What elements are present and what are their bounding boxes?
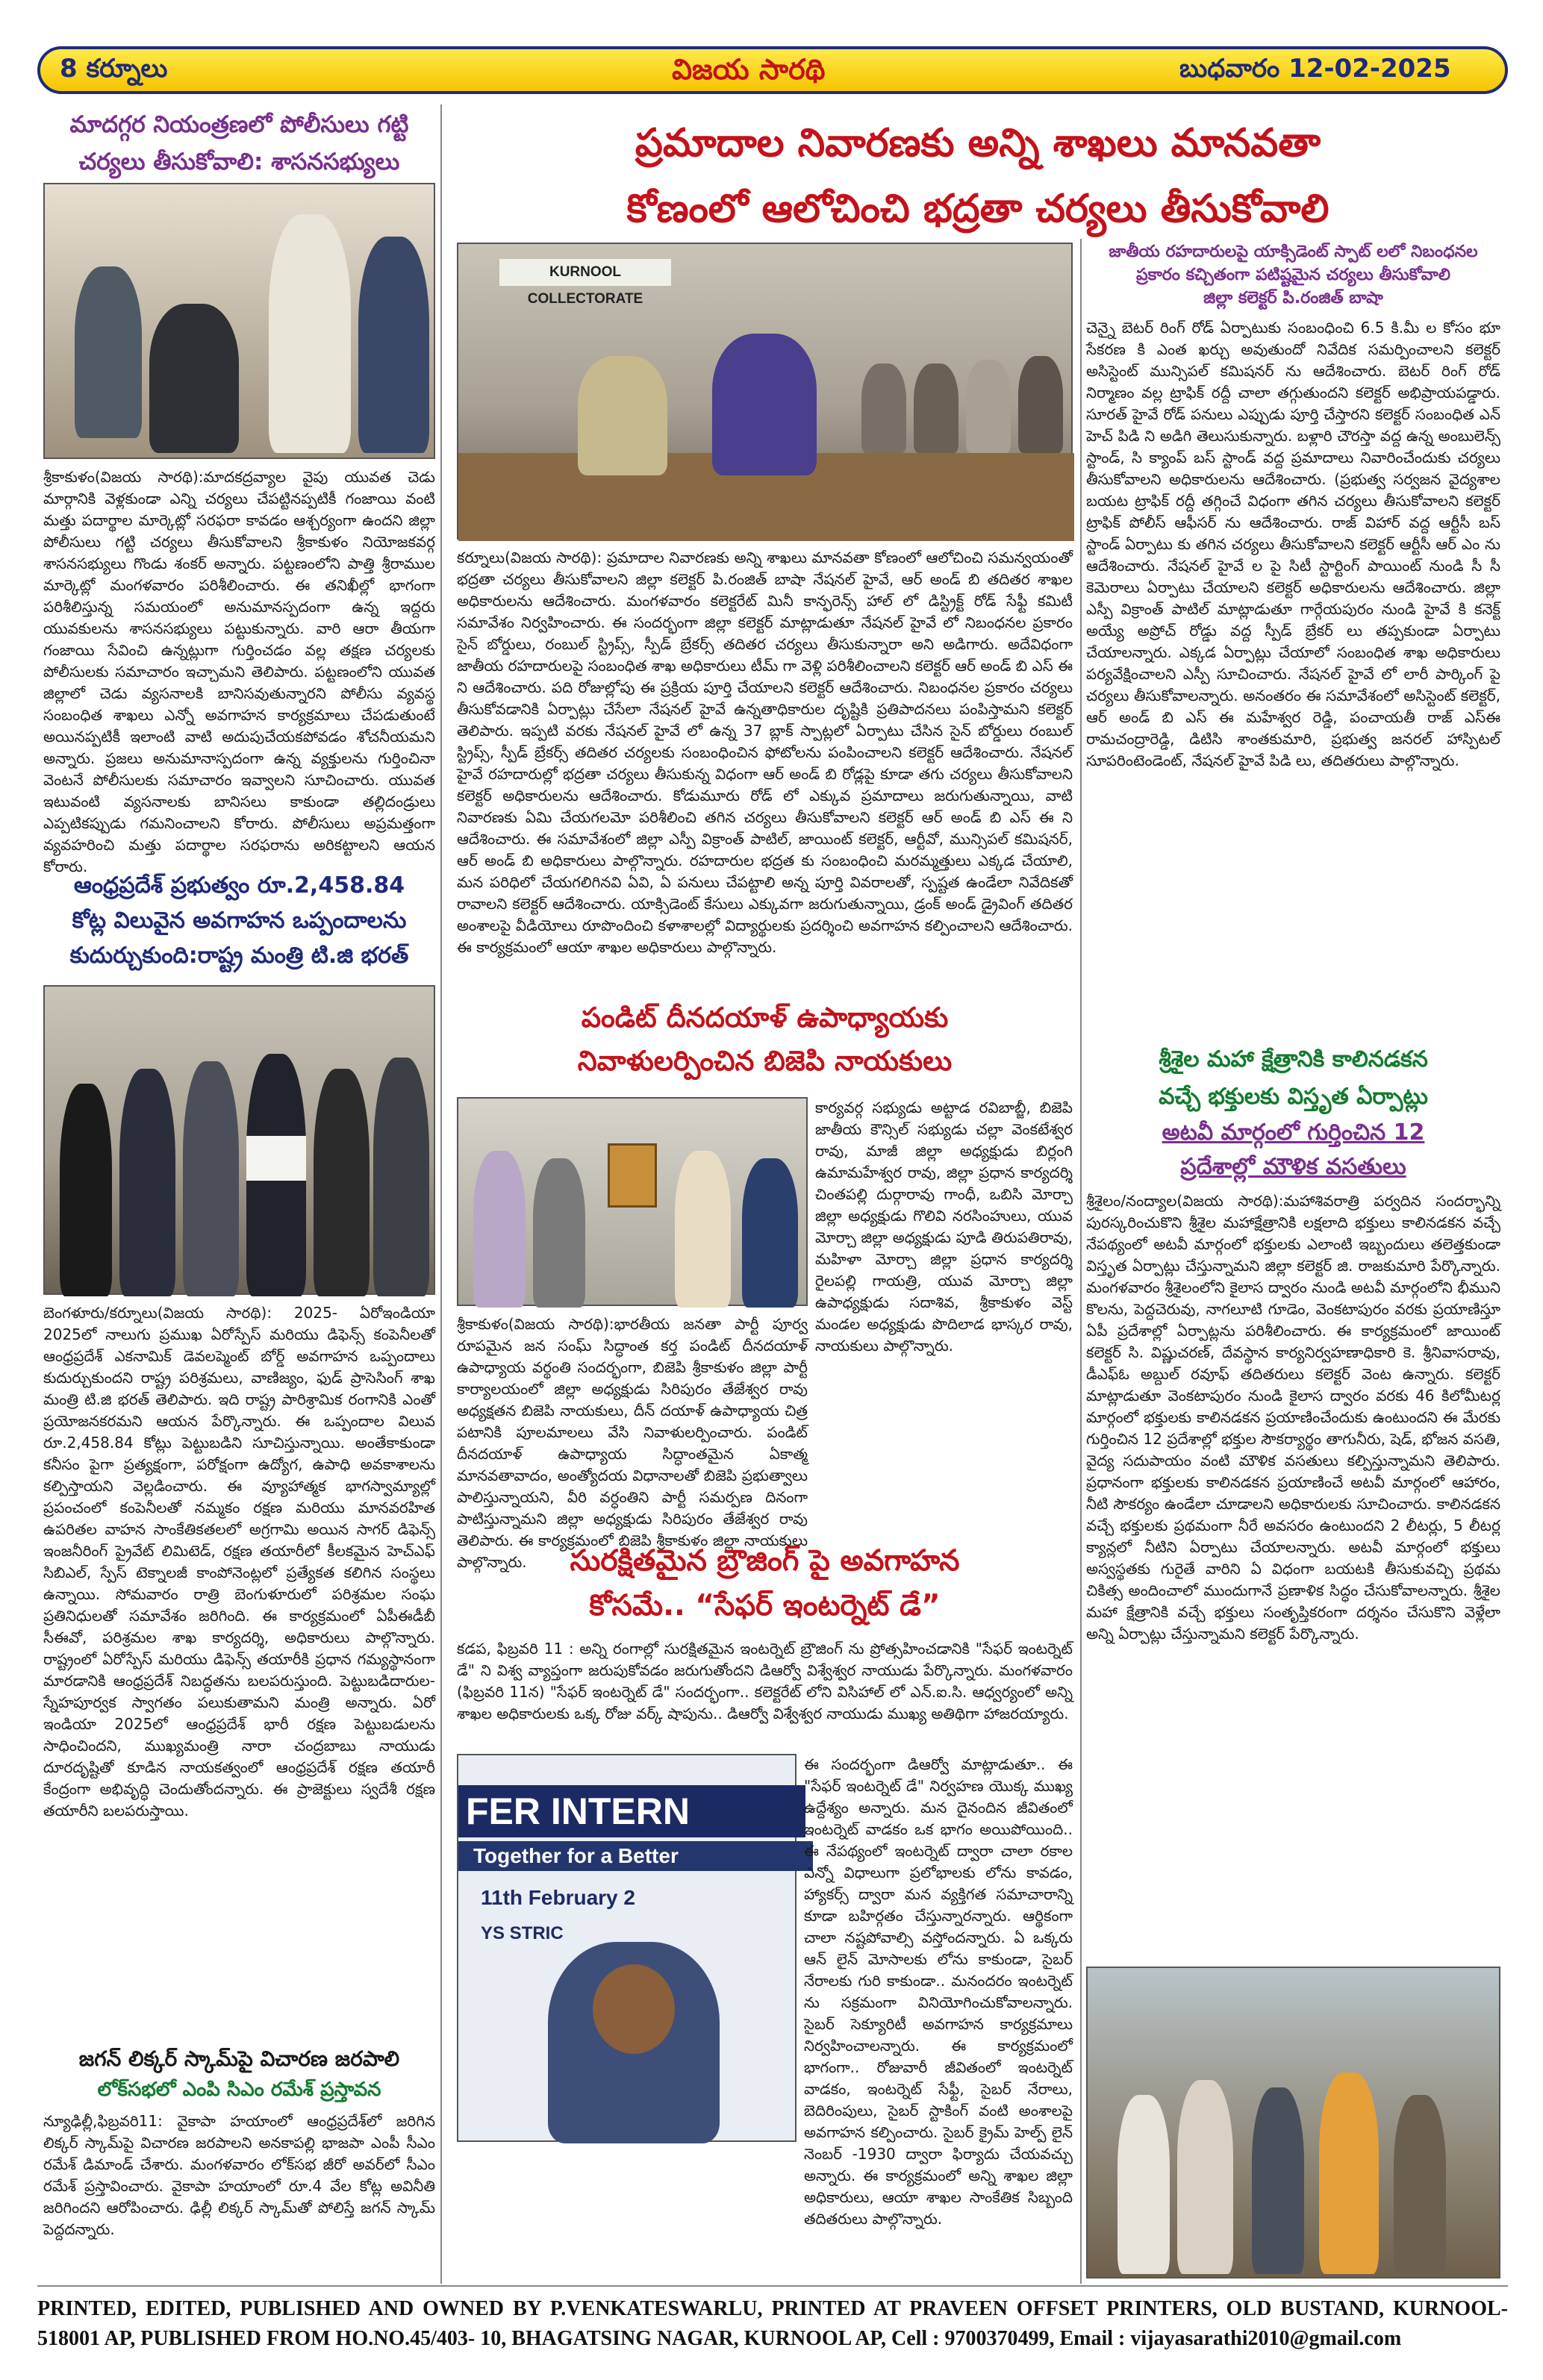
story2-headline xyxy=(43,868,435,973)
story1-headline-line2: చర్యలు తీసుకోవాలి: శాసనసభ్యులు xyxy=(78,149,400,175)
story2-headline-line3: కుదుర్చుకుంది:రాష్ట్ర మంత్రి టి.జి భరత్ xyxy=(69,943,409,969)
srisailam-headline-line2: వచ్చే భక్తులకు విస్తృత ఏర్పాట్లు xyxy=(1159,1084,1428,1110)
column-rule-left xyxy=(440,104,442,2284)
story2-body: బెంగళూరు/కర్నూలు(విజయ సారథి): 2025- ఏరోఇండియా 2025లో నాలుగు ప్రముఖ ఏరోస్పేస్ మరియు డిఫెన్స్ కంపెనీలతో ఆంధ్రప్రదేశ్ ఎకనామిక్ డెవలప్మెంట్ బోర్డ్ అవగాహన ఒప్పందాలు కుదుర్చుకుందని రాష్ట్ర పరిశ్రమలు, వాణిజ్యం, ఫుడ్ ప్రాసెసింగ్ శాఖ మంత్రి టి.జి భరత్ తెలిపారు. ఇది రాష్ట్ర పారిశ్రామిక రంగానికి ఎంతో ప్రయోజనకరమని ఆయన పేర్కొన్నారు. ఈ ఒప్పందాల విలువ రూ.2,458.84 కోట్లు పెట్టుబడిని సూచిస్తున్నాయి. అంతేకాకుండా కనీసం పైగా ప్రత్యక్షంగా, పరోక్షంగా ఉద్యోగ, ఉపాధి అవకాశాలను కల్పిస్తాయని వెల్లడించారు. ఈ వ్యూహాత్మక భాగస్వామ్యాల్లో ప్రపంచంలో కంపెనీలతో నమ్మకం రక్షణ మరియు మానవరహిత ఉపరితల వాహన సాంకేతికతలలో అగ్రగామి అయిన సాగర్ డిఫెన్స్ ఇంజనీరింగ్ ప్రైవేట్ లిమిటెడ్, రక్షణ తయారీలో కీలకమైన హెచ్ఎఫ్ సిబిఎల్, స్పేస్ టెక్నాలజీ కాంపోనెంట్లలో ప్రత్యేకత కలిగిన సంస్థలు ఉన్నాయి. సోమవారం రాత్రి బెంగుళూరులో పరిశ్రమల సంఘ ప్రతినిధులతో సమావేశం జరిగింది. ఈ కార్యక్రమంలో ఏపీఈడీబీ సీఈవో, పరిశ్రమల శాఖ కార్యదర్శి, అధికారులు పాల్గొన్నారు. రాష్ట్రంలో ఏరోస్పేస్ మరియు డిఫెన్స్ తయారీకి ప్రధాన గమ్యస్థానంగా మారడానికి ఆంధ్రప్రదేశ్ నిబద్ధతను బలపరుస్తుంది. పెట్టుబడిదారుల-స్నేహపూర్వక స్వాగతం పలుకుతామని మంత్రి అన్నారు. ఏరో ఇండియా 2025లో ఆంధ్రప్రదేశ్ భారీ రక్షణ పెట్టుబడులను సాధించిందని, ముఖ్యమంత్రి నారా చంద్రబాబు నాయుడు దూరదృష్టితో కూడిన నాయకత్వంలో ఆంధ్రప్రదేశ్ రక్షణ తయారీ కేంద్రంగా అభివృద్ధి చెందుతోందన్నారు. ఈ ప్రాజెక్టులు స్వదేశీ రక్షణ తయారీని బలపరుస్తాయి. xyxy=(43,1304,435,1820)
photo-person xyxy=(914,363,958,453)
photo-person xyxy=(861,363,906,453)
portrait-frame xyxy=(608,1143,657,1208)
highway-subhead-line3: జిల్లా కలెక్టర్ పి.రంజిత్ బాషా xyxy=(1203,289,1383,307)
imprint-footer: PRINTED, EDITED, PUBLISHED AND OWNED BY P.VENKATESWARLU, PRINTED AT PRAVEEN OFFSET PRINTERS, OLD BUSTAND, KURNOOL-518001 AP, PUBLISHED FROM HO.NO.45/403- 10, BHAGATSING NAGAR, KURNOOL AP, Cell : 9700370499, Email : vijayasarathi2010@gmail.com xyxy=(37,2297,1508,2350)
photo-person xyxy=(269,214,351,453)
story3-body: న్యూఢిల్లీ,ఫిబ్రవరి11: వైకాపా హయాంలో ఆంధ్రప్రదేశ్‌లో జరిగిన లిక్కర్ స్కామ్‌పై విచారణ జరపాలని అనకాపల్లి భాజపా ఎంపీ సీఎం రమేశ్ డిమాండ్ చేశారు. మంగళవారం లోక్‌సభ జీరో అవర్‌లో సీఎం రమేశ్ ప్రస్తావించారు. వైకాపా హయాంలో రూ.4 వేల కోట్ల అవినీతి జరిగిందని ఆరోపించారు. ఢిల్లీ లిక్కర్ స్కామ్‌తో పోలిస్తే జగన్ స్కామ్ పెద్దదన్నారు. xyxy=(43,2112,435,2238)
story3-headline-line1: జగన్ లిక్కర్ స్కామ్‌పై విచారణ జరపాలి xyxy=(78,2046,400,2071)
date-label: బుధవారం 12-02-2025 xyxy=(1179,54,1451,84)
photo-person xyxy=(473,1151,526,1308)
srisailam-headline-line1: శ్రీశైల మహా క్షేత్రానికి కాలినడకన xyxy=(1159,1046,1428,1072)
photo-person xyxy=(1394,2095,1446,2274)
banner-title: FER INTERN xyxy=(458,1785,805,1837)
safer-lead-body: కడప, ఫిబ్రవరి 11 : అన్ని రంగాల్లో సురక్షితమైన ఇంటర్నెట్ బ్రౌజింగ్ ను ప్రోత్సహించడానికి "సేఫర్ ఇంటర్నెట్ డే" ని విశ్వ వ్యాప్తంగా జరుపుకోవడం జరుగుతోందని డిఆర్వో విశ్వేశ్వర నాయుడు పేర్కొన్నారు. మంగళవారం (ఫిబ్రవరి 11న) "సేఫర్ ఇంటర్నెట్ డే" సందర్భంగా.. కలెక్టరేట్ లోని విసిహాల్ లో ఎన్.ఐ.సి. ఆధ్వర్యంలో అన్ని శాఖల అధికారులకు ఒక్క రోజు వర్క్ షాపును.. డిఆర్వో విశ్వేశ్వర నాయుడు ముఖ్య అతిథిగా హాజరయ్యారు. xyxy=(457,1640,1073,1722)
srisailam-headline xyxy=(1086,1041,1500,1184)
story1-body: శ్రీకాకుళం(విజయ సారథి):మాదకద్రవ్యాల వైపు యువత చెడు మార్గానికి వెళ్లకుండా ఎన్ని చర్యలు చేపట్టినప్పటికీ గంజాయి వంటి మత్తు పదార్థాల మార్కెట్లో సరఫరా కావడం ఆశ్చర్యంగా ఉందని జిల్లా పోలీసులు గట్టి చర్యలు తీసుకోవాలని శ్రీకాకుళం నియోజకవర్గ శాసనసభ్యులు గొండు శంకర్ అన్నారు. పట్టణంలోని పాత్తి శ్రీరాముల మార్కెట్లో మంగళవారం పరిశీలించారు. ఈ తనిఖీల్లో భాగంగా పరిశీలిస్తున్న సమయంలో అనుమానస్పదంగా ఉన్న ఇద్దరు యువకులను శాసనసభ్యులు పట్టుకున్నారు. వారి ఆరా తీయగా గంజాయి సేవించి ఉన్నట్లుగా గుర్తించడం వల్ల తక్షణ చర్యలకు పోలీసులకు సమాచారం ఇచ్చామని తెలిపారు. పట్టణంలోని యువత జిల్లాలో చెడు వ్యసనాలకి బానిసవుతున్నారని పోలీసు వ్యవస్థ సంబంధిత శాఖలు ఎన్నో అవగాహన కార్యక్రమాలు చేపడుతుంటే అయినప్పటికీ ఇలాంటి వాటి అదుపుచేయకపోవడం శోచనీయమని అన్నారు. ప్రజలు అనుమానాస్పదంగా ఉన్న వ్యక్తులను గుర్తించినా వెంటనే పోలీసులకు సమాచారం ఇవ్వాలని సూచించారు. యువత ఇటువంటి వ్యసనాలకు బానిసలు కాకుండా తల్లిదండ్రులు ఎప్పటికప్పుడు గమనించాలని కోరారు. పోలీసులు అప్రమత్తంగా వ్యవహరించి మత్తు పదార్థాల సరఫరాను అరికట్టాలని ఆయన కోరారు. xyxy=(43,468,435,875)
photo-person xyxy=(1252,2087,1304,2274)
lead-headline-line1: ప్రమాదాల నివారణకు అన్ని శాఖలు మానవతా xyxy=(635,121,1321,166)
safer-headline-line2: కోసమే.. “సేఫర్ ఇంటర్నెట్ డే” xyxy=(589,1589,941,1622)
photo-person xyxy=(314,1069,370,1296)
paper-name: విజయ సారథి xyxy=(672,52,826,86)
photo-person xyxy=(60,1084,112,1296)
photo-person xyxy=(1117,2095,1170,2274)
bjp-headline-line2: నివాళులర్పించిన బిజెపి నాయకులు xyxy=(577,1045,953,1077)
srisailam-body: శ్రీశైలం/నంద్యాల(విజయ సారథి):మహాశివరాత్రి పర్వదిన సందర్భాన్ని పురస్కరించుకొని శ్రీశైల మహాక్షేత్రానికి లక్షలాది భక్తులు కాలినడకన వచ్చే నేపథ్యంలో అటవీ మార్గంలో భక్తులకు ఎలాంటి ఇబ్బందులు తలెత్తకుండా విస్తృత ఏర్పాట్లు చేస్తున్నామని జిల్లా కలెక్టర్ జి. రాజకుమారి పేర్కొన్నారు. మంగళవారం శ్రీశైలంలోని కైలాస ద్వారం నుండి అటవీ మార్గంలోని భీముని కొలను, పెద్దచెరువు, నాగలూటి గూడెం, వెంకటాపురం వరకు ప్రయాణిస్తూ ఏపీ ప్రదేశాల్లో ఏర్పాట్లను పరిశీలించారు. ఈ కార్యక్రమంలో జాయింట్ కలెక్టర్ సి. విష్ణుచరణ్, దేవస్థాన కార్యనిర్వహణాధికారి కె. శ్రీనివాసరావు, డీఎఫ్ఓ అబ్దుల్ రవూఫ్ తదితరులు కలెక్టర్ వెంట ఉన్నారు. కలెక్టర్ మాట్లాడుతూ వెంకటాపురం నుండి కైలాస ద్వారం వరకు 46 కిలోమీటర్ల మార్గంలో భక్తులకు కాలినడకన ప్రయాణించేందుకు ఉంటుందని ఈ మేరకు గుర్తించిన 12 ప్రదేశాల్లో భక్తుల సౌకర్యార్థం తాగునీరు, షెడ్, భోజన వసతి, వైద్య సదుపాయం వంటి మౌళిక వసతులు కల్పిస్తున్నామని తెలిపారు. ప్రధానంగా భక్తులకు కాలినడకన ప్రయాణించే అటవీ మార్గంలో ఆహారం, నీటి సౌకర్యం ఉండేలా చూడాలని అధికారులకు సూచించారు. కాలినడకన వచ్చే భక్తులకు ప్రథమంగా నీరే అవసరం ఉంటుందని 2 లీటర్లు, 5 లీటర్ల క్యాన్లలో నీటిని ఏర్పాటు చేయాలన్నారు. అటవీ మార్గంలో భక్తులు అస్వస్థతకు గురైతే వారిని ఏ విధంగా బయటకి తీసుకువచ్చి ప్రథమ చికిత్స అందించాలో ముందుగానే ప్రణాళిక సిద్ధం చేసుకోవాలన్నారు. శ్రీశైల మహా క్షేత్రానికి వచ్చే భక్తులు సంతృప్తికరంగా దర్శనం చేసుకొని వెళ్లేలా అన్ని ఏర్పాట్లు చేస్తున్నామని కలెక్టర్ పేర్కొన్నారు. xyxy=(1086,1192,1500,1643)
highway-subhead-line1: జాతీయ రహదారులపై యాక్సిడెంట్ స్పాట్ లలో నిబంధనల xyxy=(1109,243,1478,261)
photo-person xyxy=(119,1069,175,1296)
lead-headline-line2: కోణంలో ఆలోచించి భద్రతా చర్యలు తీసుకోవాలి xyxy=(626,187,1330,231)
collectorate-sign: KURNOOL COLLECTORATE xyxy=(499,259,671,286)
lead-photo xyxy=(457,243,1073,540)
safer-photo xyxy=(457,1754,797,2142)
bjp-photo xyxy=(457,1097,808,1306)
bjp-headline xyxy=(457,996,1073,1083)
lead-headline xyxy=(455,110,1500,242)
bjp-side-body: కార్యవర్గ సభ్యుడు అట్టాడ రవిబాబ్జీ, బిజెపి జాతీయ కౌన్సిల్ సభ్యుడు చల్లా వెంకటేశ్వర రావు, మాజీ జిల్లా అధ్యక్షుడు బిర్లంగి ఉమామహేశ్వర రావు, జిల్లా ప్రధాన కార్యదర్శి చింతపల్లి దుర్గారావు గాంధీ, ఒబిసి మోర్చా జిల్లా అధ్యక్షుడు గొలివి నరసింహులు, యువ మోర్చా జిల్లా అధ్యక్షుడు పూడి తిరుపతిరావు, మహిళా మోర్చా జిల్లా ప్రధాన కార్యదర్శి రైలపల్లి గాయత్రి, యువ మోర్చా జిల్లా ఉపాధ్యక్షుడు సదాశివ, శ్రీకాకుళం వెస్ట్ మండల అధ్యక్షుడు పొదిలాడ భాస్కర రావు, నాయకులు పాల్గొన్నారు. xyxy=(815,1099,1073,1355)
srisailam-headline-line3: అటవీ మార్గంలో గుర్తించిన 12 xyxy=(1162,1119,1425,1146)
photo-person xyxy=(1319,2073,1379,2274)
photo-person xyxy=(675,1151,731,1308)
bjp-headline-line1: పండిట్ దీనదయాళ్ ఉపాధ్యాయకు xyxy=(581,1002,949,1034)
photo-person xyxy=(358,237,429,453)
photo-person xyxy=(75,266,142,438)
photo-person xyxy=(533,1158,585,1308)
column-rule-right xyxy=(1080,239,1082,2284)
bjp-body: శ్రీకాకుళం(విజయ సారథి):భారతీయ జనతా పార్టీ పూర్వ రూపమైన జన సంఘ్ సిద్ధాంత కర్త పండిట్ దీనదయాళ్ ఉపాధ్యాయ వర్థంతి సందర్భంగా, బిజెపి శ్రీకాకుళం జిల్లా పార్టీ కార్యాలయంలో జిల్లా అధ్యక్షుడు సిరిపురం తేజేశ్వర రావు అధ్యక్షతన బిజెపి నాయకులు, దీన్ దయాళ్ ఉపాధ్యాయ చిత్ర పటానికి పూలమాలలు వేసి నివాళులర్పించారు. పండిట్ దీనదయాళ్ ఉపాధ్యాయ సిద్ధాంతమైన ఏకాత్మ మానవతావాదం, అంత్యోదయ విధానాలతో బిజెపి ప్రభుత్వాలు పాలిస్తున్నాయని, వీరి వర్ధంతిని పార్టీ సమర్పణ దినంగా పాటిస్తున్నామని జిల్లా అధ్యక్షుడు సిరిపురం తేజేశ్వర రావు తెలిపారు. ఈ కార్యక్రమంలో బిజెపి శ్రీకాకుళం జిల్లా నాయకులు పాల్గొన్నారు. xyxy=(457,1315,808,1571)
mou-document xyxy=(246,1136,306,1181)
story1-headline xyxy=(43,106,435,181)
srisailam-headline-line4: ప్రదేశాల్లో మౌళిక వసతులు xyxy=(1180,1154,1406,1180)
photo-person xyxy=(742,1158,798,1308)
photo-person xyxy=(712,334,817,475)
photo-person xyxy=(183,1061,239,1296)
highway-body: చెన్నై బెటర్ రింగ్ రోడ్ ఏర్పాటుకు సంబంధించి 6.5 కి.మీ ల కోసం భూ సేకరణ కి ఎంత ఖర్చు అవుతుందో నివేదిక సమర్పించాలని కలెక్టర్ అసిస్టెంట్ మున్సిపల్ కమిషనర్ ను ఆదేశించారు. బెటర్ రింగ్ రోడ్ నిర్మాణం వల్ల ట్రాఫిక్ రద్దీ చాలా తగ్గుతుందని కలెక్టర్ అభిప్రాయపడ్డారు. సూరత్ హైవే రోడ్ పనులు ఎప్పుడు పూర్తి చేస్తారని కలెక్టర్ సంబంధిత ఎన్ హెచ్ పిడి ని అడిగి తెలుసుకున్నారు. బళ్లారి చౌరస్తా వద్ద ఉన్న అంబులెన్స్ స్టాండ్, సి క్యాంప్ బస్ స్టాండ్ వద్ద ప్రమాదాలు నివారించేందుకు చర్యలు తీసుకోవాలని అధికారులను ఆదేశించారు. (ప్రభుత్వ సర్వజన వైద్యశాల బయట ట్రాఫిక్ రద్దీ తగ్గించే విధంగా తగిన చర్యలు తీసుకోవాలని కలెక్టర్ ట్రాఫిక్ పోలీస్ ఆఫీసర్ ను ఆదేశించారు. రాజ్ విహార్ వద్ద ఆర్టీసీ బస్ స్టాండ్ ఏర్పాటు కు తగిన చర్యలు తీసుకోవాలని కలెక్టర్ ఆర్టీసీ ఆర్ ఎం ను ఆదేశించారు. నేషనల్ హైవే ల పై సిటీ స్టార్టింగ్ పాయింట్ నుండి సీ సీ కెమెరాలు ఏర్పాటు చేయాలని కలెక్టర్ అధికారులను ఆదేశించారు. జిల్లా ఎస్పీ విక్రాంత్ పాటిల్ మాట్లాడుతూ గార్గేయపురం నుండి హైవే కి కనెక్ట్ అయ్యే అప్రోచ్ రోడ్డు వద్ద స్పీడ్ బ్రేకర్ లు తప్పకుండా ఏర్పాటు చేయాలన్నారు. ఎక్కడ ఏర్పాట్లు చేయాలో సంబంధిత శాఖ అధికారులు పర్యవేక్షించాలని ఎస్పీ సూచించారు. నేషనల్ హైవే లో లారీ పార్కింగ్ పై చర్యలు తీసుకోవాలన్నారు. అనంతరం ఈ సమావేశంలో అసిస్టెంట్ కలెక్టర్, ఆర్ అండ్ బి ఎస్ ఈ మహేశ్వర రెడ్డి, పంచాయతీ రాజ్ ఎస్ఈ రామచంద్రారెడ్డి, డిటిసి శాంతకుమారి, ప్రభుత్వ జనరల్ హాస్పిటల్ సూపరింటెండెంట్, నేషనల్ హైవే పిడి లు, తదితరులు పాల్గొన్నారు. xyxy=(1086,319,1500,769)
speaker-face xyxy=(593,1964,675,2054)
photo-person xyxy=(373,1058,429,1296)
story3-headline xyxy=(43,2043,435,2105)
banner-subtitle: Together for a Better xyxy=(458,1841,813,1871)
footer-rule xyxy=(37,2285,1508,2287)
banner-district: YS STRIC xyxy=(481,1923,564,1943)
photo-person xyxy=(966,360,1011,453)
story1-headline-line1: మాదగ్గర నియంత్రణలో పోలీసులు గట్టి xyxy=(69,111,409,138)
srisailam-photo xyxy=(1086,1967,1500,2279)
story2-headline-line1: ఆంధ్రప్రదేశ్ ప్రభుత్వం రూ.2,458.84 xyxy=(73,872,405,899)
highway-subhead-line2: ప్రకారం కచ్చితంగా పటిష్టమైన చర్యలు తీసుకోవాలి xyxy=(1136,266,1450,284)
highway-subhead xyxy=(1086,240,1500,310)
story1-photo xyxy=(43,183,435,459)
story2-photo xyxy=(43,985,435,1295)
photo-person xyxy=(149,304,239,453)
safer-headline-line1: సురక్షితమైన బ్రౌజింగ్ పై అవగాహన xyxy=(570,1544,960,1578)
photo-person xyxy=(1177,2080,1233,2274)
story3-headline-line2: లోక్‌సభలో ఎంపి సిఎం రమేశ్ ప్రస్తావన xyxy=(97,2078,381,2101)
photo-person xyxy=(1018,356,1063,453)
page-label: 8 కర్నూలు xyxy=(60,54,168,84)
safer-body: ఈ సందర్భంగా డిఆర్వో మాట్లాడుతూ.. ఈ "సేఫర్ ఇంటర్నెట్ డే" నిర్వహణ యొక్క ముఖ్య ఉద్దేశ్యం అన్నారు. మన దైనందిన జీవితంలో ఇంటర్నెట్ వాడకం ఒక భాగం అయిపోయింది.. ఈ నేపథ్యంలో ఇంటర్నెట్ ద్వారా చాలా రకాల ఎన్నో విధాలుగా ప్రలోభాలకు లోను కావడం, హ్యాకర్స్ ద్వారా మన వ్యక్తిగత సమాచారాన్ని కూడా బహిర్గతం చేస్తున్నారన్నారు. ఆర్థికంగా చాలా నష్టపోవాల్సి వస్తోందన్నారు. ఏ ఒక్కరు ఆన్ లైన్ మోసాలకు లోను కాకుండా, సైబర్ నేరాలకు గురి కాకుండా.. మనందరం ఇంటర్నెట్ ను సక్రమంగా వినియోగించుకోవాలన్నారు. సైబర్ సెక్యూరిటీ అవగాహన కార్యక్రమాలు నిర్వహించాలన్నారు. ఈ కార్యక్రమంలో భాగంగా.. రోజువారీ జీవితంలో ఇంటర్నెట్ వాడకం, ఇంటర్నెట్ సేఫ్టీ, సైబర్ నేరాలు, బెదిరింపులు, సైబర్ స్టాకింగ్ వంటి అంశాలపై అవగాహన కల్పించారు. సైబర్ క్రైమ్ హెల్ప్ లైన్ నెంబర్ -1930 ద్వారా ఫిర్యాదు చేయవచ్చు అన్నారు. ఈ కార్యక్రమంలో అన్ని శాఖల జిల్లా అధికారులు, ఆయా శాఖల సాంకేతిక సిబ్బంది తదితరులు పాల్గొన్నారు. xyxy=(804,1755,1073,2228)
photo-person xyxy=(578,356,667,475)
safer-headline xyxy=(457,1539,1073,1628)
lead-body: కర్నూలు(విజయ సారథి): ప్రమాదాల నివారణకు అన్ని శాఖలు మానవతా కోణంలో ఆలోచించి సమన్వయంతో భద్రతా చర్యలు తీసుకోవాలని జిల్లా కలెక్టర్ పి.రంజిత్ బాషా నేషనల్ హైవే, ఆర్ అండ్ బి తదితర శాఖల అధికారులను ఆదేశించారు. మంగళవారం కలెక్టరేట్ మినీ కాన్ఫరెన్స్ హాల్ లో డిస్ట్రిక్ట్ రోడ్ సేఫ్టీ కమిటీ సమావేశం నిర్వహించారు. ఈ సందర్భంగా జిల్లా కలెక్టర్ మాట్లాడుతూ నేషనల్ హైవే లో నిబంధనల ప్రకారం సైన్ బోర్డులు, రంబుల్ స్ట్రిప్స్, స్పీడ్ బ్రేకర్స్ తదితర చర్యలు తీసుకున్నారా అని అడిగారు. అదేవిధంగా జాతీయ రహదారులపై సంబంధిత శాఖ అధికారులు టీమ్ గా వెళ్లి పరిశీలించాలని కలెక్టర్ ఆర్ అండ్ బి ఎస్ ఈ ని ఆదేశించారు. పది రోజుల్లోపు ఈ ప్రక్రియ పూర్తి చేయాలని కలెక్టర్ ఆదేశించారు. నిబంధనల ప్రకారం చర్యలు తీసుకోవడానికి ఏర్పాట్లు చేసేలా నేషనల్ హైవే ఉన్నతాధికారుల దృష్టికి ప్రతిపాదనలు పంపిస్తామని కలెక్టర్ తెలిపారు. ఇప్పటి వరకు నేషనల్ హైవే లో ఉన్న 37 బ్లాక్ స్పాట్లలో ఏర్పాటు చేసిన సైన్ బోర్డులు రంబుల్ స్ట్రిప్స్, స్పీడ్ బ్రేకర్స్ తదితర చర్యలకు సంబంధించిన ఫోటోలను పంపించాలని కలెక్టర్ ఆదేశించారు. నేషనల్ హైవే రహదారుల్లో భద్రతా చర్యలు తీసుకున్న విధంగా ఆర్ అండ్ బి రోడ్లపై కూడా తగు చర్యలు తీసుకోవాలని కలెక్టర్ అధికారులను ఆదేశించారు. కోడుమూరు రోడ్ లో ఎక్కువ ప్రమాదాలు జరుగుతున్నాయి, వాటి నివారణకు ఏమి చేయగలమో పరిశీలించి తగిన చర్యలు తీసుకోవాలని కలెక్టర్ ఆర్ అండ్ బి ఎస్ ఈ ని ఆదేశించారు. ఈ సమావేశంలో జిల్లా ఎస్పీ విక్రాంత్ పాటిల్, జాయింట్ కలెక్టర్, ఆర్టీవో, మున్సిపల్ కమిషనర్, ఆర్ అండ్ బి అధికారులు పాల్గొన్నారు. రహదారుల భద్రత కు సంబంధించి మరమ్మత్తులు ఎక్కడ చేయాలి, మన పరిధిలో చేయగలిగినవి ఏవి, ఏ పనులు చేపట్టాలి అన్న పూర్తి వివరాలతో, స్పష్టత ఉండేలా నివేదికతో రావాలని కలెక్టర్ ఆదేశించారు. యాక్సిడెంట్ కేసులు ఎక్కువగా జరుగుతున్నాయి, డ్రంక్ అండ్ డ్రైవింగ్ తదితర అంశాలపై వీడియోలు రూపొందించి కళాశాలల్లో విద్యార్థులకు ప్రదర్శించి అవగాహన కల్పించాలని ఆదేశించారు. ఈ కార్యక్రమంలో ఆయా శాఖల అధికారులు పాల్గొన్నారు. xyxy=(457,549,1073,956)
story2-headline-line2: కోట్ల విలువైన అవగాహన ఒప్పందాలను xyxy=(72,908,407,934)
banner-date: 11th February 2 xyxy=(481,1886,635,1909)
